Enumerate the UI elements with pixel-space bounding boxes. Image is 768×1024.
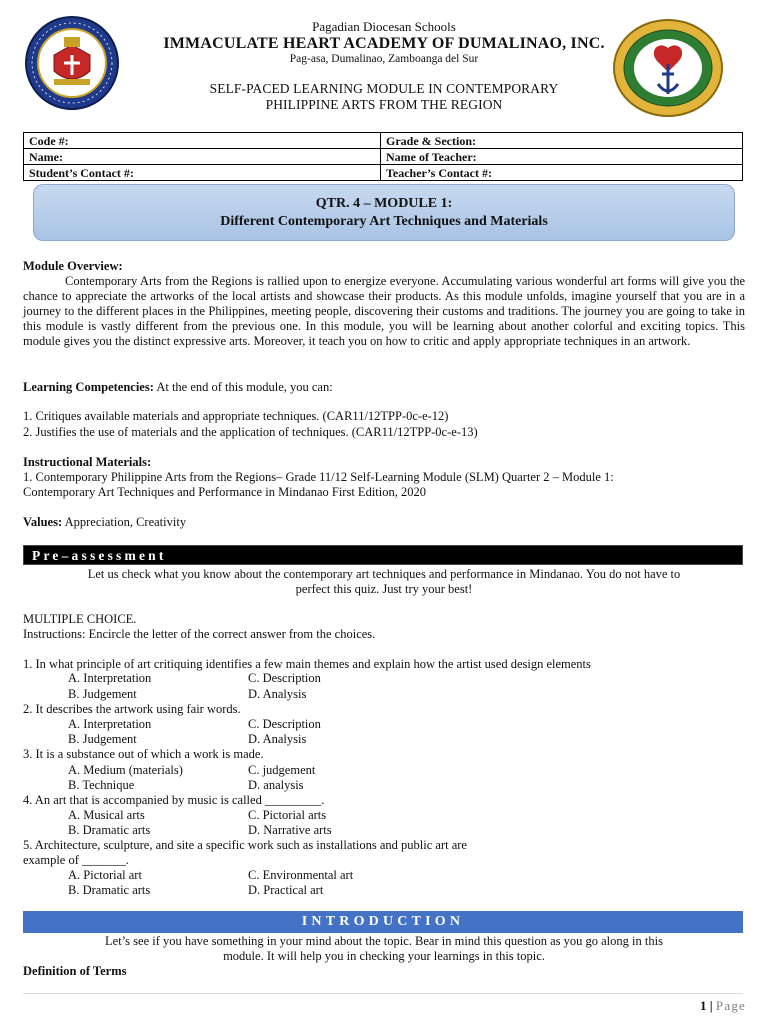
choice-2a[interactable]: A. Interpretation — [68, 717, 152, 731]
school-name: IMMACULATE HEART ACADEMY OF DUMALINAO, INC. — [163, 35, 605, 52]
document-header — [0, 0, 768, 120]
code-field[interactable]: Code #: — [24, 133, 381, 149]
table-row — [24, 165, 743, 181]
table-row — [24, 133, 743, 149]
competencies-intro: At the end of this module, you can: — [153, 380, 333, 394]
values-heading: Values: — [23, 515, 63, 529]
choice-2c[interactable]: C. Description — [248, 717, 321, 731]
introduction-line-1: Let’s see if you have something in your mind about the topic. Bear in mind this question as you go along in this — [105, 934, 663, 948]
pre-assessment-title: Pre–assessment — [32, 548, 167, 563]
choice-2d[interactable]: D. Analysis — [248, 732, 307, 746]
materials-heading: Instructional Materials: — [23, 455, 152, 469]
footer-divider — [23, 993, 743, 994]
overview-heading: Module Overview: — [23, 259, 123, 273]
choice-1b[interactable]: B. Judgement — [68, 687, 137, 701]
module-quarter: QTR. 4 – MODULE 1: — [315, 196, 453, 211]
question-5-cont: example of _______. — [23, 853, 129, 867]
choice-3a[interactable]: A. Medium (materials) — [68, 763, 183, 777]
values-line — [23, 515, 745, 530]
school-address: Pag-asa, Dumalinao, Zamboanga del Sur — [289, 53, 479, 65]
competencies-heading-line — [23, 380, 745, 395]
materials-line-1: 1. Contemporary Philippine Arts from the Regions– Grade 11/12 Self-Learning Module (SLM) Quarter 2 – Module 1: — [23, 470, 614, 484]
choice-3c[interactable]: C. judgement — [248, 763, 316, 777]
page-separator: | — [709, 998, 713, 1013]
competency-item: 1. Critiques available materials and appropriate techniques. (CAR11/12TPP-0c-e-12) — [23, 409, 449, 423]
pre-assessment-intro-1: Let us check what you know about the contemporary art techniques and performance in Mindanao. You do not have to — [87, 567, 681, 581]
question-1: 1. In what principle of art critiquing identifies a few main themes and explain how the artist used design elements — [23, 657, 591, 671]
choice-4b[interactable]: B. Dramatic arts — [68, 823, 151, 837]
competencies-heading: Learning Competencies: — [23, 380, 154, 394]
module-title-box — [33, 184, 735, 241]
choice-4a[interactable]: A. Musical arts — [68, 808, 145, 822]
choice-3d[interactable]: D. analysis — [248, 778, 304, 792]
question-type: MULTIPLE CHOICE. — [23, 612, 137, 626]
quiz-instructions: Instructions: Encircle the letter of the correct answer from the choices. — [23, 627, 376, 641]
pre-assessment-bar — [23, 545, 743, 565]
introduction-line-2: module. It will help you in checking your learnings in this topic. — [223, 949, 545, 963]
choice-5b[interactable]: B. Dramatic arts — [68, 883, 151, 897]
module-title-line-1: SELF-PACED LEARNING MODULE IN CONTEMPORARY — [209, 81, 559, 96]
student-contact-field[interactable]: Student’s Contact #: — [24, 165, 381, 181]
choice-5a[interactable]: A. Pictorial art — [68, 868, 142, 882]
materials-line-2: Contemporary Art Techniques and Performance in Mindanao First Edition, 2020 — [23, 485, 426, 499]
teacher-contact-field[interactable]: Teacher’s Contact #: — [381, 165, 743, 181]
definition-heading: Definition of Terms — [23, 964, 127, 978]
choice-3b[interactable]: B. Technique — [68, 778, 135, 792]
teacher-name-field[interactable]: Name of Teacher: — [381, 149, 743, 165]
choice-5d[interactable]: D. Practical art — [248, 883, 324, 897]
choice-5c[interactable]: C. Environmental art — [248, 868, 354, 882]
module-topic: Different Contemporary Art Techniques and Materials — [220, 214, 548, 229]
introduction-title: INTRODUCTION — [301, 914, 465, 929]
page-label: Page — [715, 998, 746, 1013]
choice-1d[interactable]: D. Analysis — [248, 687, 307, 701]
question-4: 4. An art that is accompanied by music is called _________. — [23, 793, 325, 807]
question-3: 3. It is a substance out of which a work is made. — [23, 747, 264, 761]
introduction-bar — [23, 911, 743, 933]
competency-item: 2. Justifies the use of materials and the application of techniques. (CAR11/12TPP-0c-e-13) — [23, 425, 478, 439]
choice-1a[interactable]: A. Interpretation — [68, 671, 152, 685]
table-row — [24, 149, 743, 165]
name-field[interactable]: Name: — [24, 149, 381, 165]
academy-seal-logo — [612, 18, 724, 118]
choice-2b[interactable]: B. Judgement — [68, 732, 137, 746]
overview-body: Contemporary Arts from the Regions is rallied upon to energize everyone. Accumulating various wonderful art forms will give you the chance to appreciate the artworks of the local artists and showcase their products. As this module unfolds, imagine yourself that you are in a journey to the different places in the Philippines, meeting people, discovering their customs and traditions. The journey you are going to take in this module is vastly different from the previous one. In this module, you will be learning about another colorful and exciting topics. This module gives you the distinct expressive arts. Moreover, it teach you on how to critic and apply appropriate techniques in an artwork. — [23, 274, 745, 348]
diocesan-schools-label: Pagadian Diocesan Schools — [312, 19, 456, 34]
module-title-line-2: PHILIPPINE ARTS FROM THE REGION — [265, 97, 503, 112]
grade-section-field[interactable]: Grade & Section: — [381, 133, 743, 149]
choice-1c[interactable]: C. Description — [248, 671, 321, 685]
pre-assessment-intro-2: perfect this quiz. Just try your best! — [295, 582, 473, 596]
values-text: Appreciation, Creativity — [62, 515, 187, 529]
page-footer — [560, 998, 746, 1014]
choice-4d[interactable]: D. Narrative arts — [248, 823, 332, 837]
page-number: 1 — [700, 998, 707, 1013]
choice-4c[interactable]: C. Pictorial arts — [248, 808, 327, 822]
student-info-table — [23, 132, 743, 181]
question-2: 2. It describes the artwork using fair words. — [23, 702, 241, 716]
question-5: 5. Architecture, sculpture, and site a specific work such as installations and public art are — [23, 838, 467, 852]
